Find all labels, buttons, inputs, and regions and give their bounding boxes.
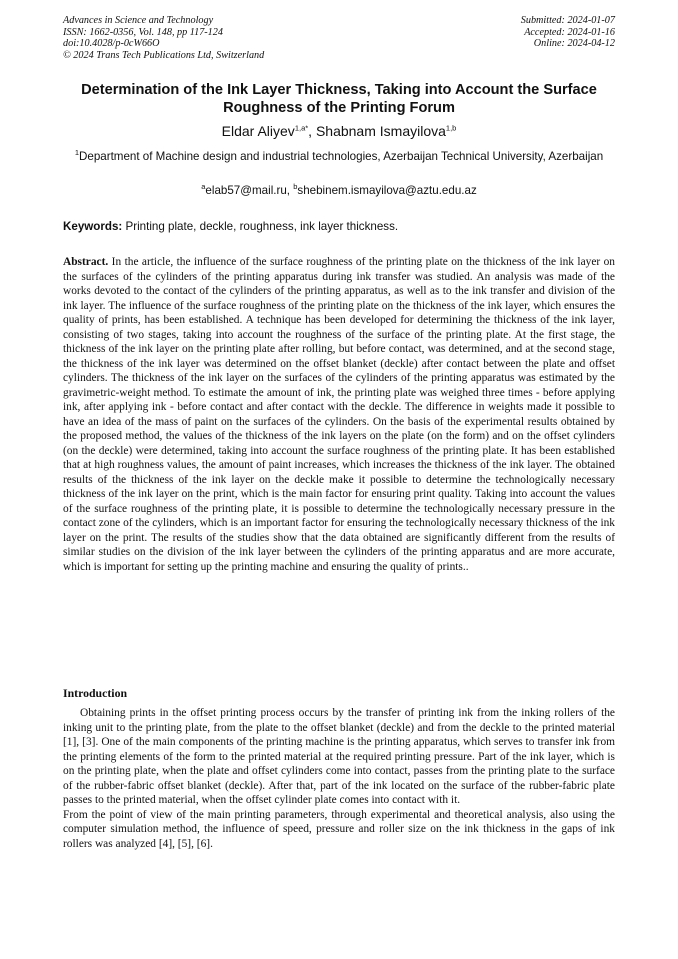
email-line bbox=[63, 184, 615, 198]
intro-paragraph-1: Obtaining prints in the offset printing process occurs by the transfer of printing ink from the inking rollers of the inking unit to the printing plate, from the plate to the offset blanket (deckle) and from the deckle to the printed material [1], [3]. One of the main components of the printing machine is the printing apparatus, which serves to transfer ink from the printing elements of the form to the printed material at the required printing pressure. Part of the ink layer, which is on the printing plate, when the plate and offset cylinders come into contact, passes from the printing plate to the surface of the rubber-fabric offset blanket (deckle). After that, part of the ink located on the surface of the rubber-fabric plate passes to the printed material, when the offset cylinder plate comes into contact with it. bbox=[63, 707, 615, 806]
keywords-text: Printing plate, deckle, roughness, ink layer thickness. bbox=[122, 220, 399, 233]
author-2-affiliation-mark: 1,b bbox=[445, 123, 457, 133]
author-1-affiliation-mark: 1,a* bbox=[294, 123, 309, 133]
journal-header-left bbox=[63, 15, 264, 61]
keywords-label: Keywords: bbox=[63, 220, 123, 233]
journal-header-right bbox=[521, 15, 615, 50]
email-b: shebinem.ismayilova@aztu.edu.az bbox=[297, 184, 477, 197]
email-b-mark: b bbox=[293, 182, 298, 192]
affiliation-text: Department of Machine design and industrial technologies, Azerbaijan Technical University, Azerbaijan bbox=[79, 150, 604, 163]
paper-title: Determination of the Ink Layer Thickness, Taking into Account the Surface Roughness of the Printing Forum bbox=[81, 82, 597, 116]
email-a: elab57@mail.ru, bbox=[205, 184, 294, 197]
intro-paragraph-2: From the point of view of the main printing parameters, through experimental and theoretical analysis, also using the computer simulation method, the influence of speed, pressure and roller size on the ink thickness in the gaps of ink rollers was analyzed [4], [5], [6]. bbox=[63, 808, 615, 850]
author-1: Eldar Aliyev bbox=[221, 123, 295, 139]
email-a-mark: a bbox=[201, 182, 206, 192]
journal-copyright: © 2024 Trans Tech Publications Ltd, Switzerland bbox=[63, 49, 265, 61]
journal-doi: doi:10.4028/p-0cW66O bbox=[63, 38, 160, 50]
submitted-date: Submitted: 2024-01-07 bbox=[520, 15, 615, 26]
author-line bbox=[63, 123, 615, 140]
introduction-heading: Introduction bbox=[63, 686, 128, 700]
journal-name: Advances in Science and Technology bbox=[63, 15, 214, 26]
accepted-date: Accepted: 2024-01-16 bbox=[524, 26, 615, 38]
author-separator: , bbox=[308, 123, 316, 139]
abstract-text: In the article, the influence of the surface roughness of the printing plate on the thickness of the ink layer on the surfaces of the cylinders of the printing apparatus during ink transfer was studied. An analysis was made of the works devoted to the contact of the cylinders of the printing apparatus, as well as to the ink transfer and division of the ink layer. The influence of the surface roughness of the printing plate on the thickness of the ink layer, which ensures the quality of prints, has been established. A technique has been developed for determining the thickness of the ink layer, consisting of two stages, taking into account the roughness of the surface of the printing plate. At the first stage, the thickness of the ink layer on the printing plate after rolling, but before contact, was determined, and at the second stage, the thickness of the ink layer was determined on the offset blanket (deckle) after contact between the plate and offset cylinders. The thickness of the ink layer on the surfaces of the cylinders of the printing apparatus was estimated by the gravimetric-weight method. To estimate the amount of ink, the printing plate was weighed three times - before applying ink, after applying ink - before contact and after contact with the deckle. The difference in weights made it possible to have an idea of the mass of paint on the surfaces of the cylinders. On the basis of the experimental results obtained by the proposed method, the values of the thickness of the ink layers on the plate (on the form) and on the offset cylinders (on the deckle) were determined, taking into account the surface roughness of the printing plate. It has been established that at high roughness values, the amount of paint increases, which increases the thickness of the ink layer. The obtained results of the thickness of the ink layer on the deckle make it possible to determine the technologically necessary thickness of the ink layer on the print, which is the main factor for ensuring print quality. Taking into account the values of the surface roughness of the printing plate, it is possible to determine the technologically necessary pressure in the contact zone of the cylinders, which is an important factor for ensuring the technologically necessary thickness of the ink layer on the print. The results of the studies show that the data obtained are significantly different from the results of similar studies on the division of the ink layer between the cylinders of the printing apparatus and are more accurate, which is important for setting up the printing machine and ensuring the quality of prints.. bbox=[63, 256, 615, 573]
online-date: Online: 2024-04-12 bbox=[533, 38, 615, 50]
abstract-label: Abstract. bbox=[63, 256, 109, 268]
introduction-body bbox=[63, 706, 615, 851]
affiliation-mark: 1 bbox=[74, 148, 79, 158]
journal-issn: ISSN: 1662-0356, Vol. 148, pp 117-124 bbox=[63, 26, 223, 38]
affiliation bbox=[63, 149, 615, 166]
author-2: Shabnam Ismayilova bbox=[315, 123, 446, 139]
keywords bbox=[63, 220, 615, 234]
abstract bbox=[63, 255, 615, 574]
